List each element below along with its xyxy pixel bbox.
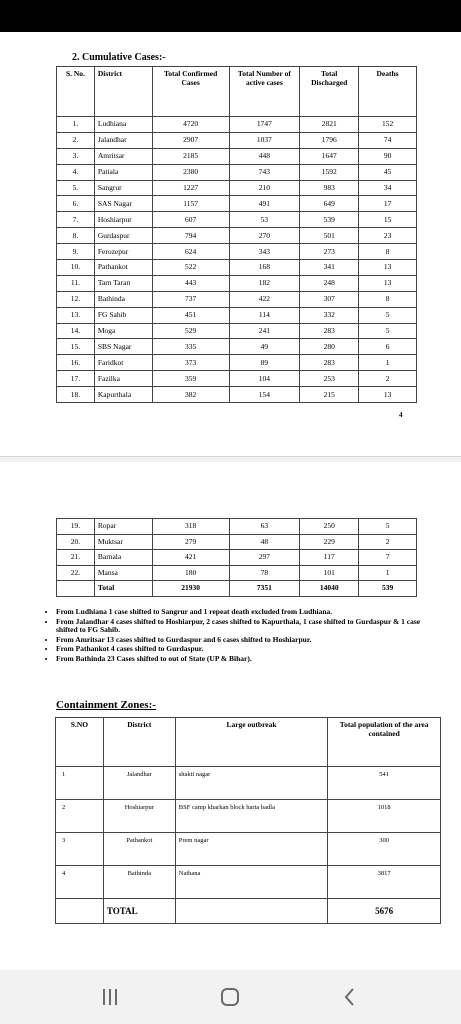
header-district: District (94, 67, 152, 117)
table-cell: 34 (359, 180, 417, 196)
table-row (57, 132, 417, 148)
table-row (57, 534, 417, 550)
table-cell: 359 (152, 371, 229, 387)
table-cell: Moga (94, 323, 152, 339)
total-cell: Total (94, 581, 152, 597)
table-row (57, 550, 417, 566)
table-cell: 168 (229, 260, 300, 276)
header-confirmed: Total Confirmed Cases (152, 67, 229, 117)
table-row (57, 519, 417, 535)
table-cell: 16. (57, 355, 95, 371)
empty-cell (56, 899, 104, 924)
header-sno: S.NO (56, 718, 104, 767)
table-cell: Jalandhar (94, 132, 152, 148)
table-cell: 89 (229, 355, 300, 371)
total-cell: 7351 (229, 581, 300, 597)
table-cell: Muktsar (94, 534, 152, 550)
table-row (57, 212, 417, 228)
total-cell: 14040 (300, 581, 359, 597)
table-cell: 8. (57, 228, 95, 244)
table-cell: 335 (152, 339, 229, 355)
table-cell: 48 (229, 534, 300, 550)
table-cell: 2821 (300, 117, 359, 133)
table-cell: SAS Nagar (94, 196, 152, 212)
table-cell: 373 (152, 355, 229, 371)
containment-zones-title: Containment Zones:- (56, 699, 156, 711)
table-cell: 5 (359, 323, 417, 339)
empty-cell (175, 899, 328, 924)
table-header-row (57, 67, 417, 117)
total-value: 5676 (328, 899, 441, 924)
table-cell: 4720 (152, 117, 229, 133)
table-cell: 210 (229, 180, 300, 196)
table-cell: 1647 (300, 148, 359, 164)
table-row (57, 275, 417, 291)
recent-apps-icon (99, 987, 121, 1007)
table-row (57, 355, 417, 371)
table-cell: 983 (300, 180, 359, 196)
table-cell: 3. (57, 148, 95, 164)
navigation-bar (0, 970, 461, 1024)
table-cell: 451 (152, 307, 229, 323)
total-row (56, 899, 441, 924)
table-cell: 49 (229, 339, 300, 355)
table-cell: Tarn Taran (94, 275, 152, 291)
table-cell: 63 (229, 519, 300, 535)
table-cell: 607 (152, 212, 229, 228)
table-cell: 15. (57, 339, 95, 355)
table-cell: 19. (57, 519, 95, 535)
table-cell: 22. (57, 565, 95, 581)
table-cell: 78 (229, 565, 300, 581)
table-cell: 17. (57, 371, 95, 387)
table-cell: 1 (359, 355, 417, 371)
table-cell: Ludhiana (94, 117, 152, 133)
table-cell: Gurdaspur (94, 228, 152, 244)
table-cell: 270 (229, 228, 300, 244)
table-cell: 273 (300, 244, 359, 260)
table-cell: 300 (328, 833, 441, 866)
table-cell: BSF camp kharkan block harta badla (175, 800, 328, 833)
table-cell: 253 (300, 371, 359, 387)
table-cell: 2185 (152, 148, 229, 164)
table-cell: 279 (152, 534, 229, 550)
table-cell: 154 (229, 387, 300, 403)
table-cell: 318 (152, 519, 229, 535)
table-cell: 6. (57, 196, 95, 212)
containment-zones-table (55, 717, 441, 924)
table-row (57, 323, 417, 339)
table-cell: 7 (359, 550, 417, 566)
table-cell: 21. (57, 550, 95, 566)
note-item: • From Pathankot 4 cases shifted to Gurdaspur. (56, 645, 436, 654)
table-row (57, 565, 417, 581)
table-cell: 2 (359, 534, 417, 550)
table-row (56, 833, 441, 866)
total-cell: 539 (359, 581, 417, 597)
table-cell: 8 (359, 244, 417, 260)
table-cell: 53 (229, 212, 300, 228)
table-cell: 23 (359, 228, 417, 244)
cumulative-cases-table-continued (56, 518, 417, 597)
table-cell: 794 (152, 228, 229, 244)
table-row (57, 228, 417, 244)
back-icon (339, 986, 361, 1008)
table-cell: 3 (56, 833, 104, 866)
table-cell: Ropar (94, 519, 152, 535)
table-cell: Jalandhar (103, 767, 175, 800)
home-button[interactable] (215, 984, 245, 1010)
header-discharged: Total Discharged (300, 67, 359, 117)
table-cell: 1 (56, 767, 104, 800)
table-cell: 541 (328, 767, 441, 800)
table-cell: 649 (300, 196, 359, 212)
table-cell: 2 (359, 371, 417, 387)
back-button[interactable] (335, 984, 365, 1010)
table-cell: 5 (359, 519, 417, 535)
table-cell: 18. (57, 387, 95, 403)
table-cell: 7. (57, 212, 95, 228)
table-cell: 152 (359, 117, 417, 133)
table-cell: 241 (229, 323, 300, 339)
table-cell: 11. (57, 275, 95, 291)
table-cell: Prem nagar (175, 833, 328, 866)
table-cell: 12. (57, 291, 95, 307)
table-row (57, 196, 417, 212)
table-cell: 2 (56, 800, 104, 833)
table-row (57, 307, 417, 323)
table-row (57, 260, 417, 276)
note-item: • From Amritsar 13 cases shifted to Gurdaspur and 6 cases shifted to Hoshiarpur. (56, 636, 436, 645)
table-cell: 1747 (229, 117, 300, 133)
table-cell: 382 (152, 387, 229, 403)
table-cell: Bathinda (103, 866, 175, 899)
total-row (57, 581, 417, 597)
table-row (57, 180, 417, 196)
total-cell: 21930 (152, 581, 229, 597)
table-cell: Faridkot (94, 355, 152, 371)
table-cell: Patiala (94, 164, 152, 180)
table-row (57, 117, 417, 133)
table-cell: 182 (229, 275, 300, 291)
table-cell: 4 (56, 866, 104, 899)
table-row (56, 767, 441, 800)
table-cell: 332 (300, 307, 359, 323)
table-cell: 743 (229, 164, 300, 180)
table-cell: Barnala (94, 550, 152, 566)
table-cell: 17 (359, 196, 417, 212)
table-cell: Mansa (94, 565, 152, 581)
table-cell: 5. (57, 180, 95, 196)
table-cell: 448 (229, 148, 300, 164)
table-cell: 13 (359, 275, 417, 291)
table-cell: 529 (152, 323, 229, 339)
table-cell: 74 (359, 132, 417, 148)
table-cell: Pathankot (94, 260, 152, 276)
table-cell: 624 (152, 244, 229, 260)
table-cell: 1796 (300, 132, 359, 148)
table-cell: 104 (229, 371, 300, 387)
table-cell: Nathana (175, 866, 328, 899)
note-item: • From Bathinda 23 Cases shifted to out of State (UP & Bihar). (56, 655, 436, 664)
header-sno: S. No. (57, 67, 95, 117)
table-cell: 5 (359, 307, 417, 323)
table-cell: Pathankot (103, 833, 175, 866)
total-label: TOTAL (103, 899, 175, 924)
table-cell: 491 (229, 196, 300, 212)
table-cell: 90 (359, 148, 417, 164)
table-cell: 15 (359, 212, 417, 228)
table-cell: 1592 (300, 164, 359, 180)
table-cell: 13 (359, 387, 417, 403)
document-page-4 (0, 32, 461, 456)
table-cell: 343 (229, 244, 300, 260)
table-cell: 737 (152, 291, 229, 307)
table-cell: Bathinda (94, 291, 152, 307)
document-page-5 (0, 462, 461, 970)
notes-list (38, 608, 436, 664)
table-cell: shakti nagar (175, 767, 328, 800)
table-cell: 250 (300, 519, 359, 535)
table-cell: Ferozepur (94, 244, 152, 260)
table-cell: 280 (300, 339, 359, 355)
table-cell: 2907 (152, 132, 229, 148)
header-deaths: Deaths (359, 67, 417, 117)
table-cell: 421 (152, 550, 229, 566)
table-cell: 101 (300, 565, 359, 581)
table-cell: 215 (300, 387, 359, 403)
table-cell: 180 (152, 565, 229, 581)
table-cell: Amritsar (94, 148, 152, 164)
table-cell: 539 (300, 212, 359, 228)
table-cell: 283 (300, 323, 359, 339)
table-cell: 422 (229, 291, 300, 307)
table-cell: 6 (359, 339, 417, 355)
home-icon (219, 986, 241, 1008)
table-cell: Hoshiarpur (94, 212, 152, 228)
table-cell: 3817 (328, 866, 441, 899)
table-cell: 229 (300, 534, 359, 550)
header-active: Total Number of active cases (229, 67, 300, 117)
table-cell: 14. (57, 323, 95, 339)
table-cell: Fazilka (94, 371, 152, 387)
table-row (56, 800, 441, 833)
table-cell: 8 (359, 291, 417, 307)
note-item: • From Jalandhar 4 cases shifted to Hoshiarpur, 2 cases shifted to Kapurthala, 1 case shifted to Gurdaspur & 1 case shifted to FG Sahib. (56, 618, 436, 635)
table-cell: 117 (300, 550, 359, 566)
table-cell: 45 (359, 164, 417, 180)
table-cell: 2380 (152, 164, 229, 180)
page-number: 4 (399, 411, 403, 419)
total-cell (57, 581, 95, 597)
table-cell: 13 (359, 260, 417, 276)
table-cell: 13. (57, 307, 95, 323)
table-cell: SBS Nagar (94, 339, 152, 355)
header-outbreak: Large outbreak (175, 718, 328, 767)
table-cell: 10. (57, 260, 95, 276)
table-row (57, 339, 417, 355)
table-cell: 248 (300, 275, 359, 291)
section-title: 2. Cumulative Cases:- (72, 52, 166, 63)
table-cell: 1157 (152, 196, 229, 212)
table-cell: 297 (229, 550, 300, 566)
table-cell: 20. (57, 534, 95, 550)
table-row (57, 164, 417, 180)
table-cell: 443 (152, 275, 229, 291)
table-cell: FG Sahib (94, 307, 152, 323)
table-cell: 1037 (229, 132, 300, 148)
header-population: Total population of the area contained (328, 718, 441, 767)
table-cell: 9. (57, 244, 95, 260)
table-row (57, 291, 417, 307)
recent-apps-button[interactable] (95, 984, 125, 1010)
table-cell: 114 (229, 307, 300, 323)
table-row (57, 387, 417, 403)
table-cell: 4. (57, 164, 95, 180)
table-cell: Sangrur (94, 180, 152, 196)
table-cell: 2. (57, 132, 95, 148)
table-cell: 1. (57, 117, 95, 133)
table-cell: Kapurthala (94, 387, 152, 403)
note-item: • From Ludhiana 1 case shifted to Sangrur and 1 repeat death excluded from Ludhiana. (56, 608, 436, 617)
table-cell: 341 (300, 260, 359, 276)
table-cell: 501 (300, 228, 359, 244)
status-bar (0, 0, 461, 32)
table-header-row (56, 718, 441, 767)
header-district: District (103, 718, 175, 767)
table-row (57, 148, 417, 164)
table-cell: 522 (152, 260, 229, 276)
table-row (56, 866, 441, 899)
table-row (57, 371, 417, 387)
table-cell: 1018 (328, 800, 441, 833)
table-cell: 1 (359, 565, 417, 581)
table-cell: 1227 (152, 180, 229, 196)
table-cell: 283 (300, 355, 359, 371)
cumulative-cases-table (56, 66, 417, 403)
table-row (57, 244, 417, 260)
table-cell: Hoshiarpur (103, 800, 175, 833)
table-cell: 307 (300, 291, 359, 307)
